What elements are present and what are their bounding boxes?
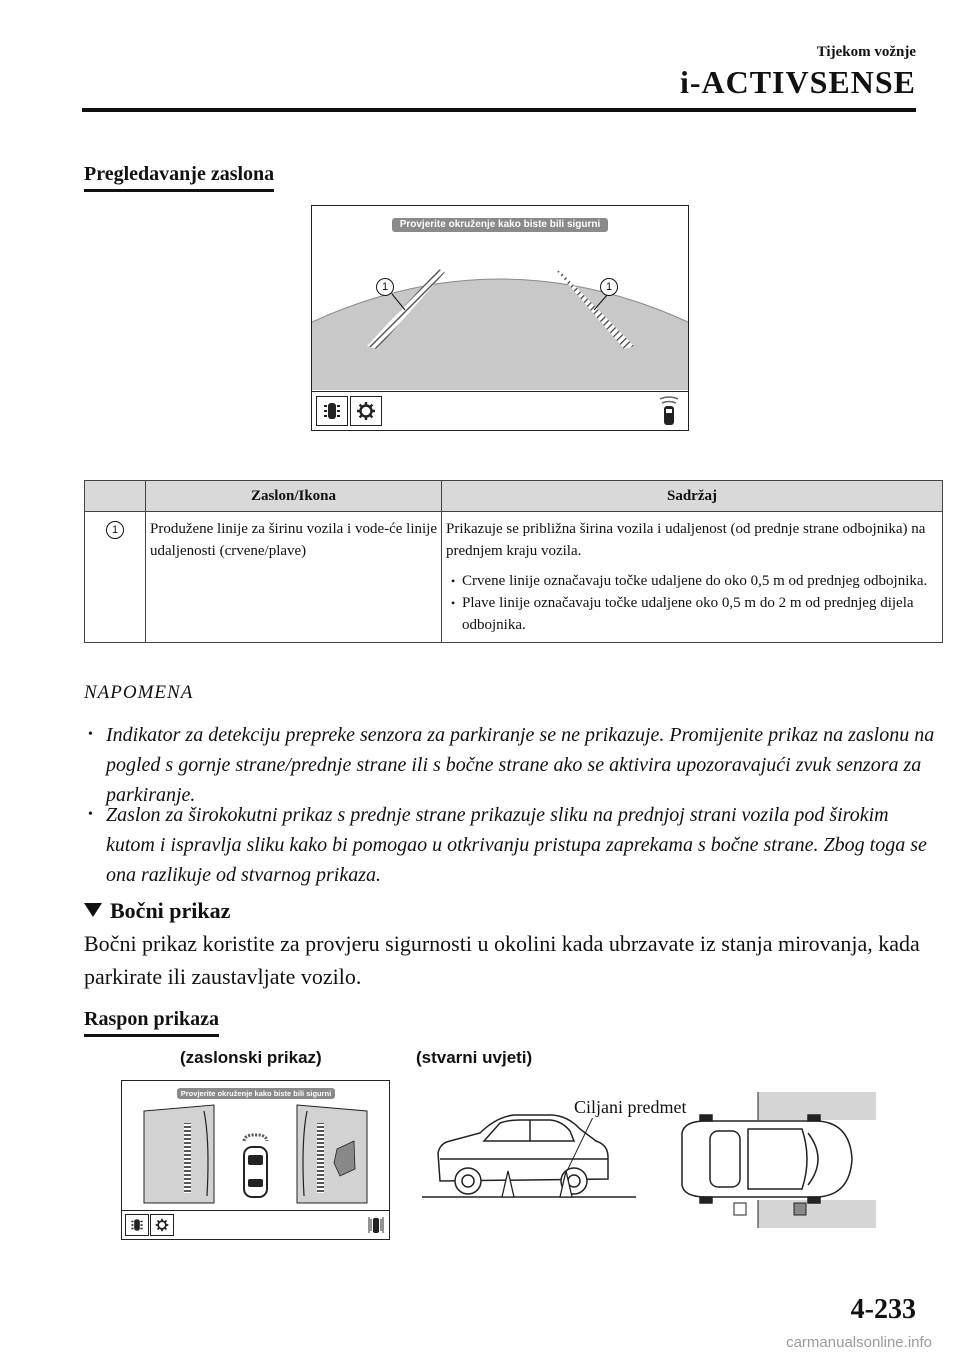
display-icon-table [84, 480, 943, 643]
page-number: 4-233 [850, 1294, 916, 1325]
side-sensor-icon [367, 1213, 385, 1237]
callout-1-right: 1 [600, 278, 618, 296]
parking-space-bottom [758, 1200, 876, 1228]
section-title-range: Raspon prikaza [84, 1008, 219, 1037]
row-callout-number: 1 [106, 521, 124, 539]
section-title-screen: Pregledavanje zaslona [84, 163, 274, 192]
view-switch-icon[interactable] [125, 1214, 149, 1236]
view-switch-icon[interactable] [316, 396, 348, 426]
row-bullet-red: • Crvene linije označavaju točke udaljene do oko 0,5 m od prednjeg odbojnika. [446, 570, 938, 592]
row-description: Prikazuje se približna širina vozila i udaljenost (od prednje strane odbojnika) na prednjem kraju vozila. [446, 521, 926, 559]
target-marker-filled [794, 1203, 806, 1215]
header-rule [82, 108, 916, 112]
safety-banner: Provjerite okruženje kako biste bili sigurni [392, 218, 608, 232]
screen-button-bar-small [122, 1210, 389, 1239]
watermark: carmanualsonline.info [786, 1334, 932, 1351]
chapter-subtitle: Tijekom vožnje [816, 44, 916, 60]
parking-sensor-icon [658, 395, 680, 427]
side-view-image [122, 1081, 389, 1211]
table-header-content: Sadržaj [442, 481, 943, 512]
note-item: • Zaslon za širokokutni prikaz s prednje strane prikazuje sliku na prednjoj strani vozila pod širokim kutom i ispravlja sliku kako bi pomogao u otkrivanju pristupa zaprekama s bočne strane. Zbog toga se ona razlikuje od stvarnog prikaza. [88, 800, 942, 890]
suv-top-view [682, 1115, 852, 1203]
table-header-icon: Zaslon/Ikona [146, 481, 442, 512]
table-row [85, 512, 943, 643]
caption-real: (stvarni uvjeti) [416, 1048, 533, 1067]
settings-gear-icon[interactable] [150, 1214, 174, 1236]
settings-gear-icon[interactable] [350, 396, 382, 426]
caption-screen: (zaslonski prikaz) [180, 1048, 322, 1067]
note-item: • Indikator za detekciju prepreke senzora za parkiranje se ne prikazuje. Promijenite prikaz na zaslonu na pogled s gornje strane/prednje strane ili s bočne strane ako se aktivira upozoravajući zvuk senzora za parkiranje. [88, 720, 942, 810]
side-view-heading: Bočni prikaz [84, 898, 230, 924]
front-camera-screen [311, 205, 689, 431]
note-title: NAPOMENA [84, 682, 194, 703]
table-header-num [85, 481, 146, 512]
target-marker-empty [734, 1203, 746, 1215]
side-view-screen [121, 1080, 390, 1240]
screen-button-bar [312, 391, 688, 430]
target-object-label: Ciljani predmet [574, 1097, 687, 1117]
safety-banner-small: Provjerite okruženje kako biste bili sigurni [177, 1088, 335, 1099]
chapter-title: i-ACTIVSENSE [679, 64, 916, 100]
side-view-paragraph: Bočni prikaz koristite za provjeru sigurnosti u okolini kada ubrzavate iz stanja mirovanja, kada parkirate ili zaustavljate vozilo. [84, 931, 920, 989]
suv-side-view [438, 1115, 608, 1194]
triangle-marker-icon [84, 903, 102, 917]
row-bullet-blue: • Plave linije označavaju točke udaljene oko 0,5 m do 2 m od prednjeg dijela odbojnika. [446, 592, 938, 636]
row-label: Produžene linije za širinu vozila i vode-će linije udaljenosti (crvene/plave) [146, 512, 442, 643]
callout-1-left: 1 [376, 278, 394, 296]
